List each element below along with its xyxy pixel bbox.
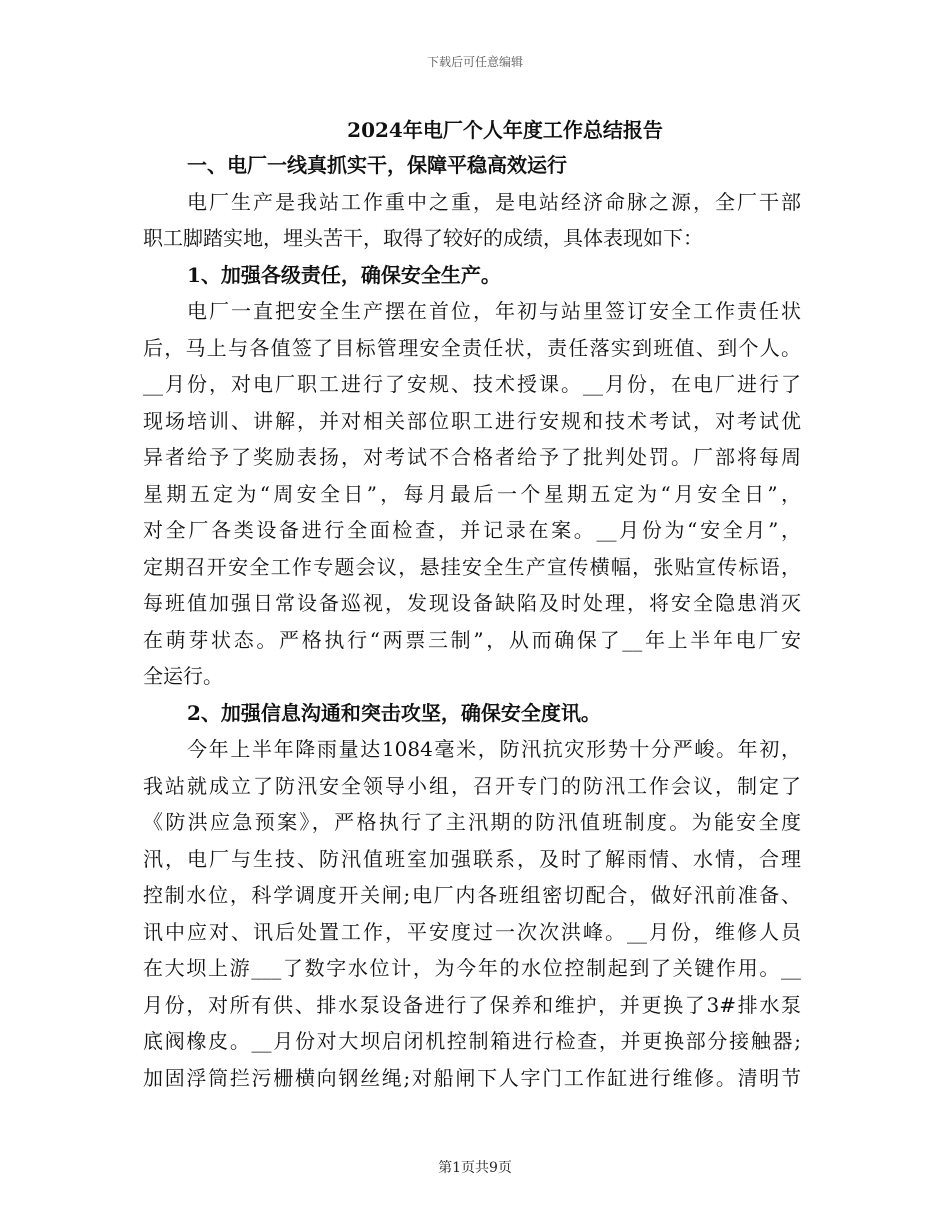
- text-line: 每班值加强日常设备巡视，发现设备缺陷及时处理，将安全隐患消灭: [143, 591, 801, 615]
- text-line: 星期五定为“周安全日”，每月最后一个星期五定为“月安全日”，: [143, 481, 801, 506]
- section-heading: 2、加强信息沟通和突击攻坚，确保安全度讯。: [187, 700, 601, 725]
- text-line: 汛，电厂与生技、防汛值班室加强联系，及时了解雨情、水情，合理: [143, 846, 801, 871]
- text-line: 加固浮筒拦污栅横向钢丝绳;对船闸下人字门工作缸进行维修。清明节: [143, 1065, 801, 1090]
- text-line: 电厂一直把安全生产摆在首位，年初与站里签订安全工作责任状: [187, 299, 801, 323]
- document-title: 2024年电厂个人年度工作总结报告: [347, 118, 663, 142]
- text-line: 在大坝上游___了数字水位计，为今年的水位控制起到了关键作用。__: [143, 956, 801, 980]
- text-line: __月份，对电厂职工进行了安规、技术授课。__月份，在电厂进行了: [143, 372, 801, 396]
- section-heading: 1、加强各级责任，确保安全生产。: [187, 262, 501, 287]
- text-line: 对全厂各类设备进行全面检查，并记录在案。__月份为“安全月”，: [143, 518, 801, 542]
- text-line: 月份，对所有供、排水泵设备进行了保养和维护，并更换了3#排水泵: [143, 992, 801, 1017]
- text-line: 《防洪应急预案》，严格执行了主汛期的防汛值班制度。为能安全度: [143, 810, 801, 834]
- text-line: 今年上半年降雨量达1084毫米，防汛抗灾形势十分严峻。年初，: [187, 737, 801, 761]
- text-line: 控制水位，科学调度开关闸;电厂内各班组密切配合，做好汛前准备、: [143, 883, 801, 907]
- page-header-note: 下载后可任意编辑: [426, 55, 523, 69]
- text-line: 讯中应对、讯后处置工作，平安度过一次次洪峰。__月份，维修人员: [143, 919, 801, 944]
- page-number-footer: 第1页共9页: [438, 1160, 512, 1176]
- text-line: 底阀橡皮。__月份对大坝启闭机控制箱进行检查，并更换部分接触器;: [143, 1029, 801, 1053]
- text-line: 全运行。: [143, 664, 223, 688]
- text-line: 电厂生产是我站工作重中之重，是电站经济命脉之源，全厂干部: [187, 189, 801, 214]
- text-line: 定期召开安全工作专题会议，悬挂安全生产宣传横幅，张贴宣传标语，: [143, 554, 801, 579]
- text-line: 现场培训、讲解，并对相关部位职工进行安规和技术考试，对考试优: [143, 408, 801, 433]
- section-heading: 一、电厂一线真抓实干，保障平稳高效运行: [187, 153, 567, 177]
- text-line: 我站就成立了防汛安全领导小组，召开专门的防汛工作会议，制定了: [143, 773, 801, 798]
- text-line: 职工脚踏实地，埋头苦干，取得了较好的成绩，具体表现如下：: [143, 226, 703, 250]
- document-body: [143, 147, 801, 1096]
- text-line: 后，马上与各值签了目标管理安全责任状，责任落实到班值、到个人。: [143, 335, 801, 360]
- text-line: 在萌芽状态。严格执行“两票三制”，从而确保了__年上半年电厂安: [143, 627, 801, 652]
- text-line: 异者给予了奖励表扬，对考试不合格者给予了批判处罚。厂部将每周: [143, 445, 801, 469]
